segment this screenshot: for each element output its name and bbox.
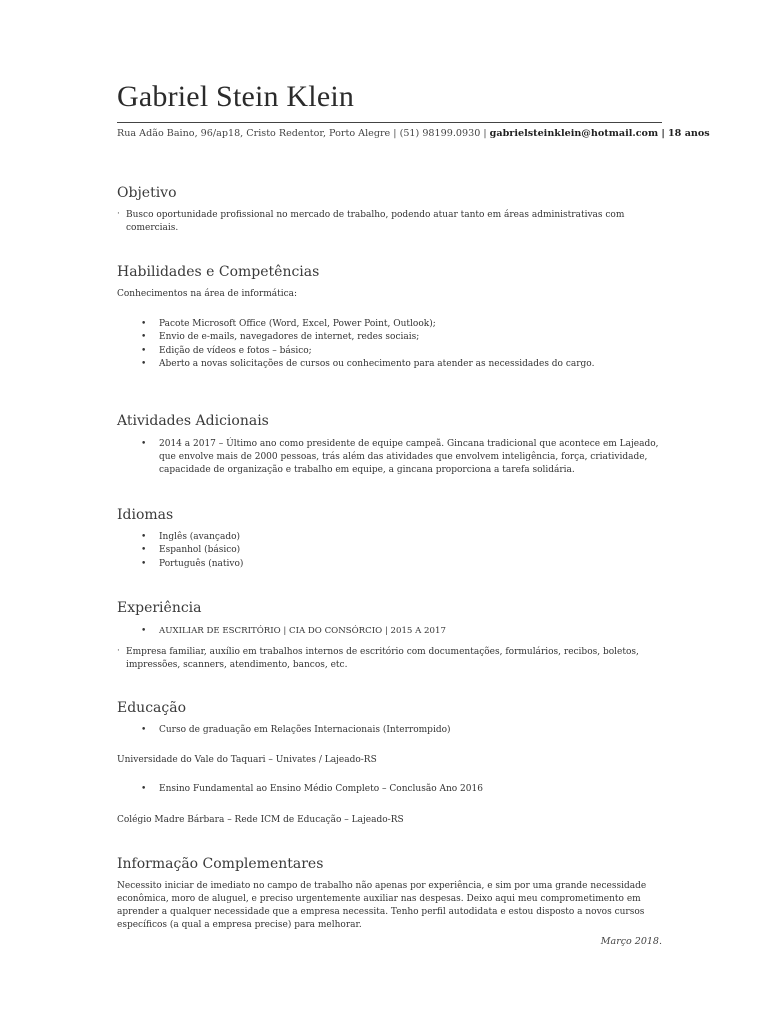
list-item: • Ensino Fundamental ao Ensino Médio Completo – Conclusão Ano 2016 bbox=[117, 783, 483, 796]
complementares-line-4: específicos (a qual a empresa precise) para melhorar. bbox=[117, 920, 362, 930]
list-item: • Espanhol (básico) bbox=[117, 544, 243, 557]
section-title-experiencia: Experiência bbox=[117, 600, 202, 616]
contact-age: 18 anos bbox=[668, 128, 710, 139]
list-item: • Envio de e-mails, navegadores de internet, redes sociais; bbox=[117, 331, 594, 344]
complementares-line-3: aprender a qualquer necessidade que a empresa necessita. Tenho perfil autodidata e estou disposto a novos cursos bbox=[117, 907, 645, 917]
experiencia-list bbox=[117, 625, 446, 638]
list-item: • Pacote Microsoft Office (Word, Excel, Power Point, Outlook); bbox=[117, 318, 594, 331]
section-title-atividades: Atividades Adicionais bbox=[117, 413, 269, 429]
list-item: • 2014 a 2017 – Último ano como presidente de equipe campeã. Gincana tradicional que acontece em Lajeado, bbox=[117, 438, 659, 451]
atividades-list bbox=[117, 438, 659, 451]
experiencia-line-2: impressões, scanners, atendimento, bancos, etc. bbox=[126, 660, 348, 670]
contact-phone: (51) 98199.0930 | bbox=[399, 128, 487, 139]
list-item: • Inglês (avançado) bbox=[117, 531, 243, 544]
contact-line bbox=[117, 128, 710, 139]
list-item: • Aberto a novas solicitações de cursos ou conhecimento para atender as necessidades do cargo. bbox=[117, 358, 594, 371]
list-item: • AUXILIAR DE ESCRITÓRIO | CIA DO CONSÓRCIO | 2015 A 2017 bbox=[117, 625, 446, 638]
complementares-line-1: Necessito iniciar de imediato no campo de trabalho não apenas por experiência, e sim por uma grande necessidade bbox=[117, 881, 647, 891]
header-divider bbox=[117, 122, 662, 123]
objetivo-line-2: comerciais. bbox=[126, 223, 179, 233]
section-title-complementares: Informação Complementares bbox=[117, 856, 324, 872]
habilidades-list bbox=[117, 318, 594, 372]
small-bullet: · bbox=[117, 209, 120, 219]
habilidades-intro: Conhecimentos na área de informática: bbox=[117, 289, 298, 299]
atividades-line-3: capacidade de organização e trabalho em equipe, a gincana proporciona a tarefa solidária. bbox=[159, 465, 575, 475]
educacao-list-2 bbox=[117, 783, 483, 796]
atividades-line-2: que envolve mais de 2000 pessoas, trás além das atividades que envolvem inteligência, força, criatividade, bbox=[159, 452, 648, 462]
objetivo-line-1: Busco oportunidade profissional no mercado de trabalho, podendo atuar tanto em áreas administrativas com bbox=[126, 210, 625, 220]
contact-email: gabrielsteinklein@hotmail.com | bbox=[489, 128, 665, 139]
list-item: • Curso de graduação em Relações Internacionais (Interrompido) bbox=[117, 724, 451, 737]
list-item: • Edição de vídeos e fotos – básico; bbox=[117, 345, 594, 358]
list-item: • Português (nativo) bbox=[117, 558, 243, 571]
candidate-name: Gabriel Stein Klein bbox=[117, 80, 355, 113]
small-bullet: · bbox=[117, 646, 120, 656]
section-title-habilidades: Habilidades e Competências bbox=[117, 264, 320, 280]
idiomas-list bbox=[117, 531, 243, 571]
document-date: Março 2018. bbox=[600, 936, 662, 947]
educacao-school-2: Colégio Madre Bárbara – Rede ICM de Educação – Lajeado-RS bbox=[117, 815, 404, 825]
educacao-school-1: Universidade do Vale do Taquari – Univates / Lajeado-RS bbox=[117, 755, 377, 765]
experiencia-line-1: Empresa familiar, auxílio em trabalhos internos de escritório com documentações, formulários, recibos, boletos, bbox=[126, 647, 639, 657]
section-title-educacao: Educação bbox=[117, 700, 187, 716]
complementares-line-2: econômica, moro de aluguel, e preciso urgentemente auxiliar nas despesas. Deixo aqui meu comprometimento em bbox=[117, 894, 641, 904]
educacao-list-1 bbox=[117, 724, 451, 737]
section-title-idiomas: Idiomas bbox=[117, 507, 174, 523]
section-title-objetivo: Objetivo bbox=[117, 185, 177, 201]
contact-address: Rua Adão Baino, 96/ap18, Cristo Redentor, Porto Alegre | bbox=[117, 128, 397, 139]
